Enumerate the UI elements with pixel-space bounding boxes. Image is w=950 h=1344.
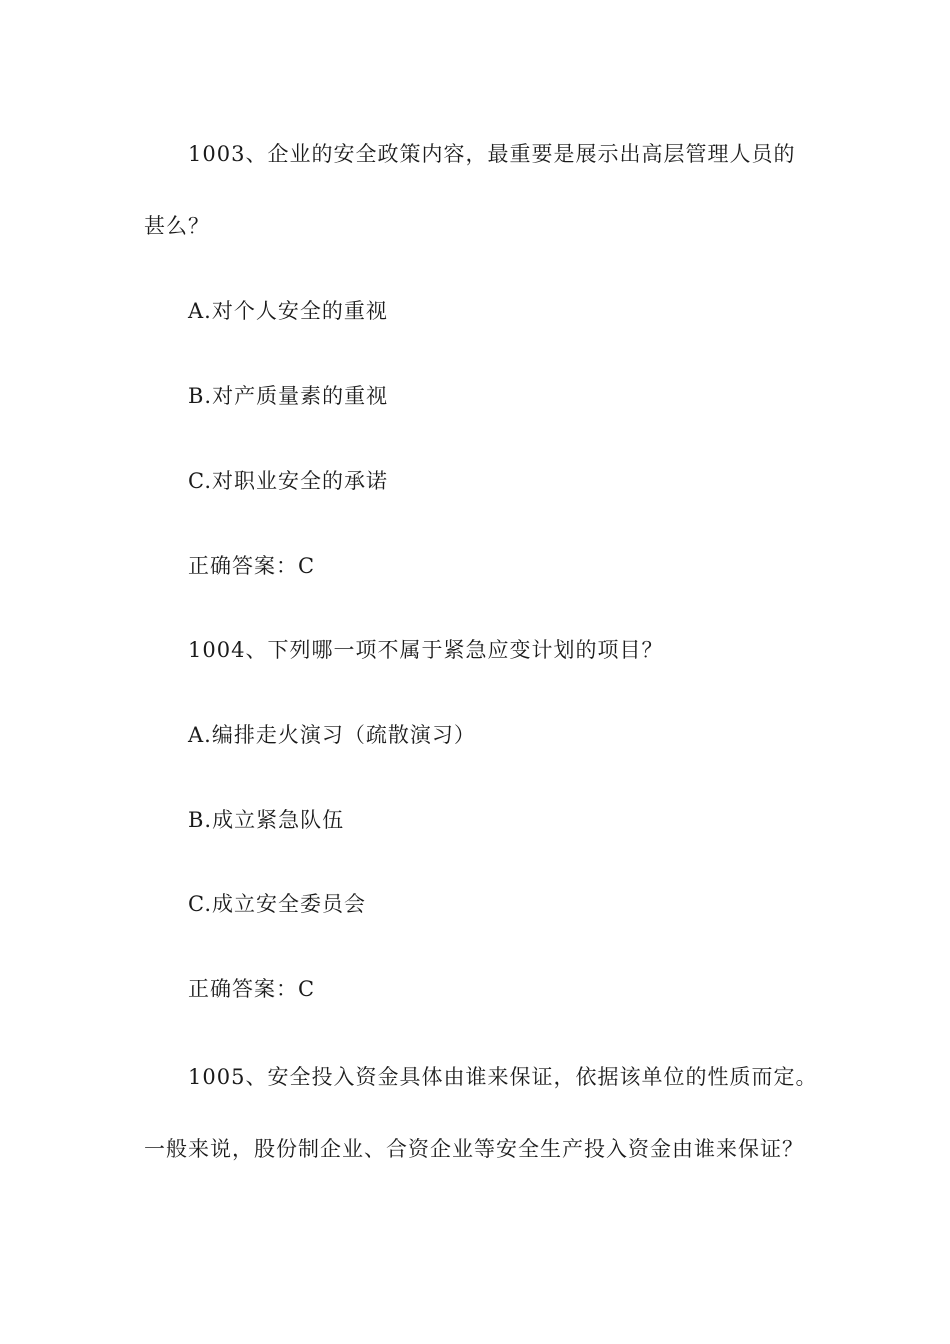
question-1005-text-cont: 一般来说，股份制企业、合资企业等安全生产投入资金由谁来保证？ [144,1137,804,1161]
question-1003-answer: 正确答案：C [188,554,316,578]
question-1004-option-c: C.成立安全委员会 [188,892,366,916]
question-1003-option-b: B.对产质量素的重视 [188,384,389,408]
question-1004-option-b: B.成立紧急队伍 [188,808,345,832]
question-1003-text: 1003、企业的安全政策内容，最重要是展示出高层管理人员的 [188,142,796,166]
question-1003-option-a: A.对个人安全的重视 [188,299,388,323]
question-1004-text: 1004、下列哪一项不属于紧急应变计划的项目？ [188,638,664,662]
question-1004-answer: 正确答案：C [188,977,316,1001]
question-1003-option-c: C.对职业安全的承诺 [188,469,388,493]
question-1003-text-cont: 甚么？ [144,214,210,238]
question-1005-text: 1005、安全投入资金具体由谁来保证，依据该单位的性质而定。 [188,1065,818,1089]
question-1004-option-a: A.编排走火演习（疏散演习） [188,723,476,747]
